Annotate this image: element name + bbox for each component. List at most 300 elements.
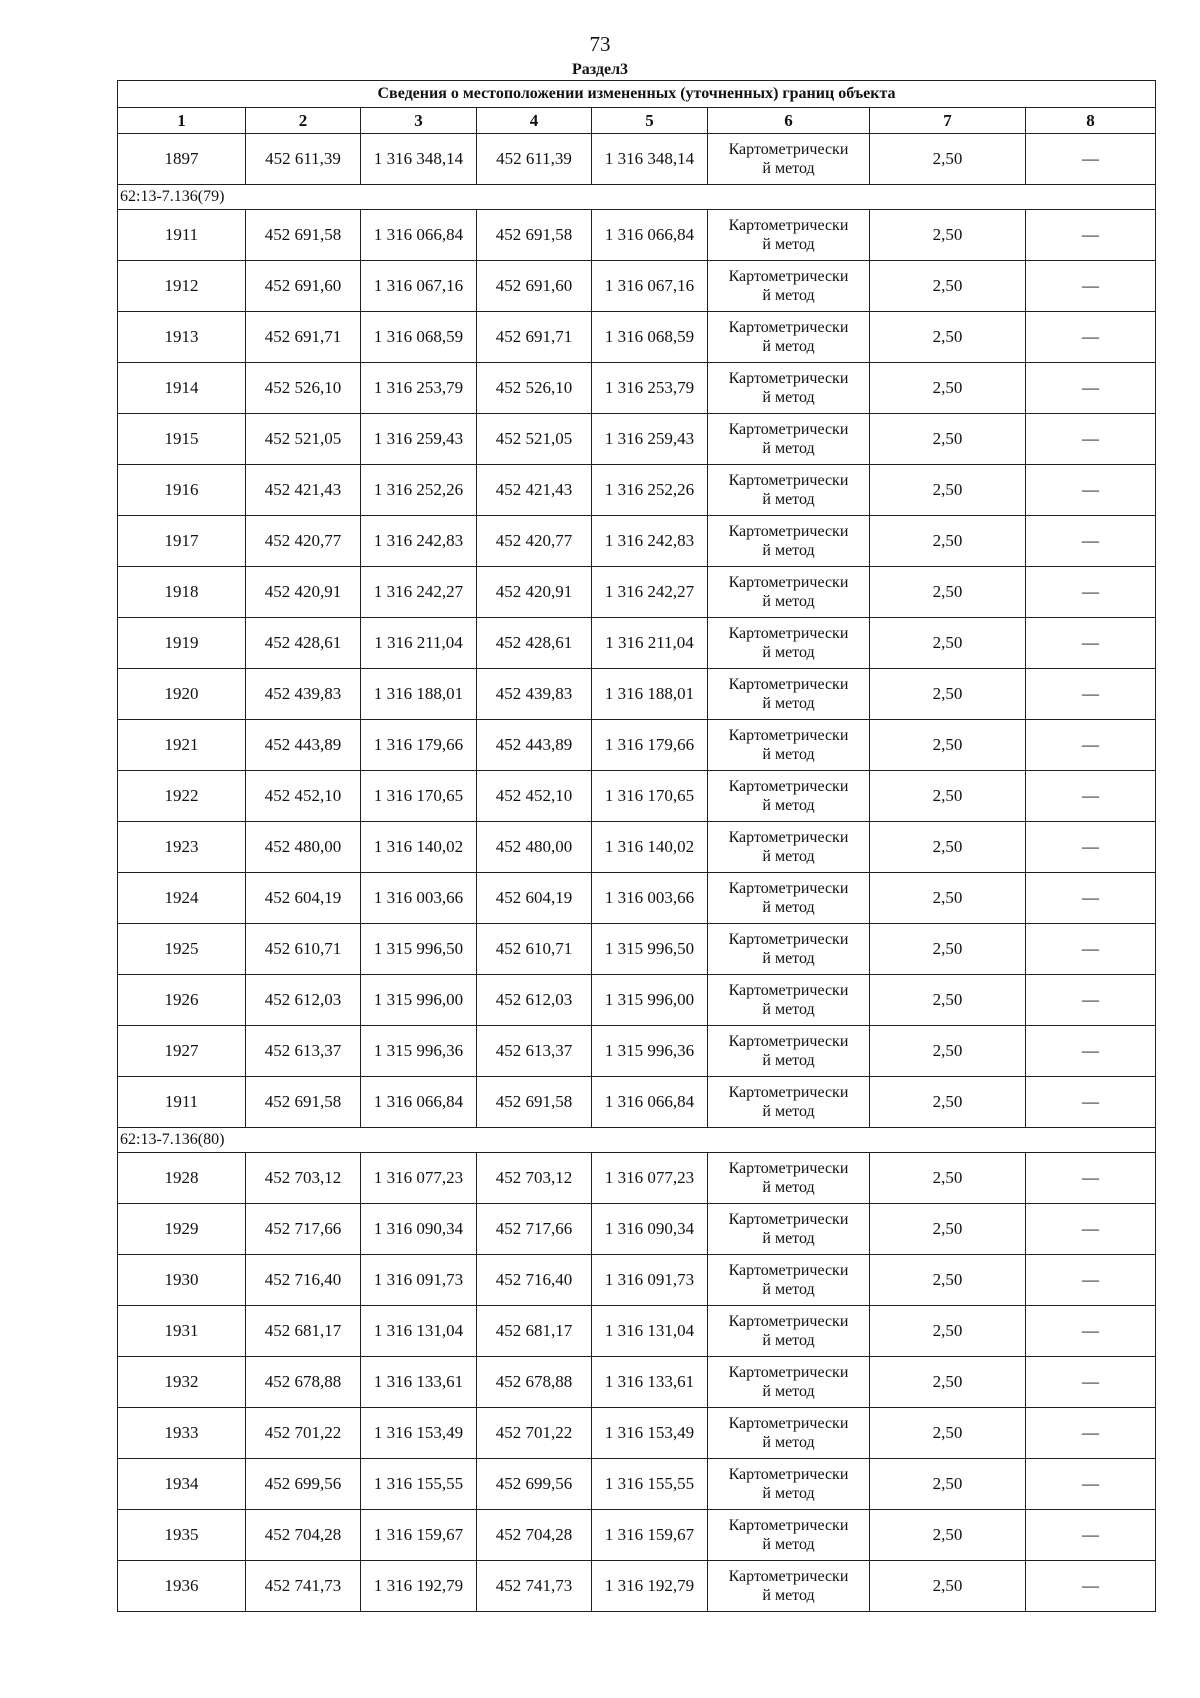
x-coordinate-new-cell: 452 420,91	[477, 567, 592, 618]
empty-value-cell: —	[1026, 618, 1156, 669]
method-cell	[708, 822, 870, 873]
method-text-line1: Картометрически	[728, 268, 849, 285]
column-number: 5	[592, 108, 708, 134]
method-text-line1: Картометрически	[728, 1364, 849, 1381]
y-coordinate-new-cell: 1 316 091,73	[592, 1255, 708, 1306]
page-number: 73	[589, 32, 611, 56]
y-coordinate-cell: 1 316 066,84	[361, 210, 477, 261]
group-header-row	[118, 1128, 1156, 1153]
method-text-line2: й метод	[762, 1587, 815, 1604]
table-row	[118, 516, 1156, 567]
method-cell	[708, 873, 870, 924]
x-coordinate-new-cell: 452 604,19	[477, 873, 592, 924]
method-text-line2: й метод	[762, 440, 815, 457]
method-text-line2: й метод	[762, 1332, 815, 1349]
method-cell	[708, 771, 870, 822]
method-cell	[708, 1026, 870, 1077]
y-coordinate-cell: 1 316 140,02	[361, 822, 477, 873]
column-number: 3	[361, 108, 477, 134]
empty-value-cell: —	[1026, 210, 1156, 261]
x-coordinate-cell: 452 717,66	[246, 1204, 361, 1255]
method-text-line2: й метод	[762, 1281, 815, 1298]
empty-value-cell: —	[1026, 1255, 1156, 1306]
column-number: 7	[870, 108, 1026, 134]
method-text-line1: Картометрически	[728, 1262, 849, 1279]
method-text-line1: Картометрически	[728, 1033, 849, 1050]
method-text-line2: й метод	[762, 1230, 815, 1247]
y-coordinate-cell: 1 316 153,49	[361, 1408, 477, 1459]
table-row	[118, 1306, 1156, 1357]
method-text-line2: й метод	[762, 1103, 815, 1120]
method-text-line1: Картометрически	[728, 931, 849, 948]
accuracy-cell: 2,50	[870, 363, 1026, 414]
method-text-line2: й метод	[762, 695, 815, 712]
y-coordinate-cell: 1 315 996,00	[361, 975, 477, 1026]
method-text-line1: Картометрически	[728, 1160, 849, 1177]
accuracy-cell: 2,50	[870, 1357, 1026, 1408]
method-text-line2: й метод	[762, 1383, 815, 1400]
accuracy-cell: 2,50	[870, 134, 1026, 185]
x-coordinate-new-cell: 452 521,05	[477, 414, 592, 465]
method-text-line1: Картометрически	[728, 1211, 849, 1228]
x-coordinate-cell: 452 691,60	[246, 261, 361, 312]
table-body	[118, 134, 1156, 1612]
method-text-line1: Картометрически	[728, 421, 849, 438]
column-number: 2	[246, 108, 361, 134]
y-coordinate-cell: 1 316 090,34	[361, 1204, 477, 1255]
point-number-cell: 1918	[118, 567, 246, 618]
point-number-cell: 1916	[118, 465, 246, 516]
x-coordinate-new-cell: 452 704,28	[477, 1510, 592, 1561]
point-number-cell: 1921	[118, 720, 246, 771]
method-text-line2: й метод	[762, 389, 815, 406]
x-coordinate-new-cell: 452 613,37	[477, 1026, 592, 1077]
method-cell	[708, 414, 870, 465]
empty-value-cell: —	[1026, 465, 1156, 516]
y-coordinate-new-cell: 1 316 170,65	[592, 771, 708, 822]
x-coordinate-cell: 452 439,83	[246, 669, 361, 720]
empty-value-cell: —	[1026, 1077, 1156, 1128]
accuracy-cell: 2,50	[870, 1561, 1026, 1612]
x-coordinate-cell: 452 420,91	[246, 567, 361, 618]
method-text-line1: Картометрически	[728, 1517, 849, 1534]
y-coordinate-new-cell: 1 316 067,16	[592, 261, 708, 312]
table-row	[118, 567, 1156, 618]
method-text-line2: й метод	[762, 160, 815, 177]
x-coordinate-new-cell: 452 526,10	[477, 363, 592, 414]
y-coordinate-cell: 1 316 192,79	[361, 1561, 477, 1612]
x-coordinate-new-cell: 452 691,60	[477, 261, 592, 312]
x-coordinate-new-cell: 452 691,71	[477, 312, 592, 363]
y-coordinate-cell: 1 316 242,83	[361, 516, 477, 567]
y-coordinate-new-cell: 1 316 188,01	[592, 669, 708, 720]
accuracy-cell: 2,50	[870, 1026, 1026, 1077]
point-number-cell: 1917	[118, 516, 246, 567]
point-number-cell: 1920	[118, 669, 246, 720]
point-number-cell: 1915	[118, 414, 246, 465]
y-coordinate-cell: 1 316 155,55	[361, 1459, 477, 1510]
method-cell	[708, 1306, 870, 1357]
x-coordinate-cell: 452 443,89	[246, 720, 361, 771]
x-coordinate-cell: 452 604,19	[246, 873, 361, 924]
empty-value-cell: —	[1026, 567, 1156, 618]
y-coordinate-new-cell: 1 315 996,36	[592, 1026, 708, 1077]
method-cell	[708, 669, 870, 720]
y-coordinate-cell: 1 316 003,66	[361, 873, 477, 924]
method-text-line1: Картометрически	[728, 472, 849, 489]
x-coordinate-cell: 452 681,17	[246, 1306, 361, 1357]
y-coordinate-new-cell: 1 315 996,00	[592, 975, 708, 1026]
x-coordinate-new-cell: 452 610,71	[477, 924, 592, 975]
y-coordinate-cell: 1 316 067,16	[361, 261, 477, 312]
point-number-cell: 1931	[118, 1306, 246, 1357]
empty-value-cell: —	[1026, 1306, 1156, 1357]
empty-value-cell: —	[1026, 1408, 1156, 1459]
point-number-cell: 1929	[118, 1204, 246, 1255]
y-coordinate-cell: 1 316 068,59	[361, 312, 477, 363]
accuracy-cell: 2,50	[870, 771, 1026, 822]
x-coordinate-new-cell: 452 678,88	[477, 1357, 592, 1408]
method-text-line2: й метод	[762, 542, 815, 559]
method-text-line2: й метод	[762, 1485, 815, 1502]
y-coordinate-cell: 1 316 091,73	[361, 1255, 477, 1306]
accuracy-cell: 2,50	[870, 720, 1026, 771]
column-number: 1	[118, 108, 246, 134]
y-coordinate-new-cell: 1 316 131,04	[592, 1306, 708, 1357]
method-cell	[708, 924, 870, 975]
point-number-cell: 1933	[118, 1408, 246, 1459]
method-cell	[708, 1077, 870, 1128]
method-text-line1: Картометрически	[728, 778, 849, 795]
column-number: 4	[477, 108, 592, 134]
point-number-cell: 1897	[118, 134, 246, 185]
y-coordinate-new-cell: 1 316 066,84	[592, 210, 708, 261]
point-number-cell: 1914	[118, 363, 246, 414]
method-text-line1: Картометрически	[728, 523, 849, 540]
empty-value-cell: —	[1026, 1459, 1156, 1510]
x-coordinate-cell: 452 699,56	[246, 1459, 361, 1510]
empty-value-cell: —	[1026, 669, 1156, 720]
y-coordinate-new-cell: 1 316 242,27	[592, 567, 708, 618]
method-text-line2: й метод	[762, 848, 815, 865]
group-label: 62:13-7.136(80)	[118, 1128, 1156, 1153]
method-cell	[708, 1561, 870, 1612]
y-coordinate-new-cell: 1 316 242,83	[592, 516, 708, 567]
accuracy-cell: 2,50	[870, 516, 1026, 567]
y-coordinate-cell: 1 316 242,27	[361, 567, 477, 618]
x-coordinate-new-cell: 452 443,89	[477, 720, 592, 771]
table-row	[118, 975, 1156, 1026]
x-coordinate-cell: 452 691,58	[246, 210, 361, 261]
table-caption: Сведения о местоположении измененных (уточненных) границ объекта	[118, 81, 1156, 108]
x-coordinate-new-cell: 452 420,77	[477, 516, 592, 567]
y-coordinate-cell: 1 315 996,50	[361, 924, 477, 975]
point-number-cell: 1912	[118, 261, 246, 312]
y-coordinate-new-cell: 1 315 996,50	[592, 924, 708, 975]
empty-value-cell: —	[1026, 1153, 1156, 1204]
table-row	[118, 924, 1156, 975]
method-text-line2: й метод	[762, 797, 815, 814]
y-coordinate-new-cell: 1 316 211,04	[592, 618, 708, 669]
x-coordinate-cell: 452 741,73	[246, 1561, 361, 1612]
accuracy-cell: 2,50	[870, 1459, 1026, 1510]
y-coordinate-new-cell: 1 316 077,23	[592, 1153, 708, 1204]
table-row	[118, 771, 1156, 822]
method-cell	[708, 720, 870, 771]
method-text-line2: й метод	[762, 1052, 815, 1069]
point-number-cell: 1936	[118, 1561, 246, 1612]
method-text-line2: й метод	[762, 287, 815, 304]
method-text-line1: Картометрически	[728, 1084, 849, 1101]
x-coordinate-cell: 452 691,71	[246, 312, 361, 363]
method-text-line2: й метод	[762, 1434, 815, 1451]
method-cell	[708, 1357, 870, 1408]
accuracy-cell: 2,50	[870, 210, 1026, 261]
method-text-line2: й метод	[762, 1179, 815, 1196]
y-coordinate-new-cell: 1 316 133,61	[592, 1357, 708, 1408]
empty-value-cell: —	[1026, 873, 1156, 924]
x-coordinate-new-cell: 452 717,66	[477, 1204, 592, 1255]
empty-value-cell: —	[1026, 516, 1156, 567]
empty-value-cell: —	[1026, 363, 1156, 414]
method-text-line1: Картометрически	[728, 1568, 849, 1585]
method-text-line1: Картометрически	[728, 141, 849, 158]
accuracy-cell: 2,50	[870, 312, 1026, 363]
y-coordinate-new-cell: 1 316 090,34	[592, 1204, 708, 1255]
method-text-line1: Картометрически	[728, 319, 849, 336]
x-coordinate-cell: 452 421,43	[246, 465, 361, 516]
y-coordinate-new-cell: 1 316 348,14	[592, 134, 708, 185]
group-label: 62:13-7.136(79)	[118, 185, 1156, 210]
method-cell	[708, 567, 870, 618]
point-number-cell: 1922	[118, 771, 246, 822]
point-number-cell: 1919	[118, 618, 246, 669]
method-cell	[708, 1255, 870, 1306]
point-number-cell: 1913	[118, 312, 246, 363]
x-coordinate-cell: 452 716,40	[246, 1255, 361, 1306]
point-number-cell: 1911	[118, 1077, 246, 1128]
empty-value-cell: —	[1026, 1357, 1156, 1408]
y-coordinate-new-cell: 1 316 066,84	[592, 1077, 708, 1128]
y-coordinate-new-cell: 1 316 259,43	[592, 414, 708, 465]
method-text-line2: й метод	[762, 491, 815, 508]
method-text-line1: Картометрически	[728, 1466, 849, 1483]
table-row	[118, 465, 1156, 516]
method-cell	[708, 1459, 870, 1510]
method-cell	[708, 261, 870, 312]
empty-value-cell: —	[1026, 1026, 1156, 1077]
method-cell	[708, 1204, 870, 1255]
empty-value-cell: —	[1026, 134, 1156, 185]
column-number-row	[118, 108, 1156, 134]
method-text-line2: й метод	[762, 236, 815, 253]
method-text-line2: й метод	[762, 338, 815, 355]
x-coordinate-new-cell: 452 452,10	[477, 771, 592, 822]
x-coordinate-new-cell: 452 428,61	[477, 618, 592, 669]
point-number-cell: 1927	[118, 1026, 246, 1077]
table-row	[118, 1255, 1156, 1306]
table-row	[118, 134, 1156, 185]
y-coordinate-cell: 1 316 077,23	[361, 1153, 477, 1204]
method-text-line1: Картометрически	[728, 217, 849, 234]
table-row	[118, 363, 1156, 414]
empty-value-cell: —	[1026, 1561, 1156, 1612]
x-coordinate-new-cell: 452 741,73	[477, 1561, 592, 1612]
accuracy-cell: 2,50	[870, 924, 1026, 975]
x-coordinate-new-cell: 452 421,43	[477, 465, 592, 516]
x-coordinate-cell: 452 691,58	[246, 1077, 361, 1128]
method-cell	[708, 465, 870, 516]
table-row	[118, 1077, 1156, 1128]
point-number-cell: 1924	[118, 873, 246, 924]
empty-value-cell: —	[1026, 312, 1156, 363]
column-number: 6	[708, 108, 870, 134]
accuracy-cell: 2,50	[870, 669, 1026, 720]
accuracy-cell: 2,50	[870, 261, 1026, 312]
point-number-cell: 1926	[118, 975, 246, 1026]
method-text-line2: й метод	[762, 593, 815, 610]
x-coordinate-new-cell: 452 703,12	[477, 1153, 592, 1204]
y-coordinate-cell: 1 316 259,43	[361, 414, 477, 465]
point-number-cell: 1928	[118, 1153, 246, 1204]
method-cell	[708, 1153, 870, 1204]
y-coordinate-cell: 1 316 131,04	[361, 1306, 477, 1357]
point-number-cell: 1911	[118, 210, 246, 261]
method-text-line2: й метод	[762, 899, 815, 916]
accuracy-cell: 2,50	[870, 1153, 1026, 1204]
empty-value-cell: —	[1026, 771, 1156, 822]
table-row	[118, 1510, 1156, 1561]
y-coordinate-new-cell: 1 316 159,67	[592, 1510, 708, 1561]
method-cell	[708, 134, 870, 185]
y-coordinate-new-cell: 1 316 155,55	[592, 1459, 708, 1510]
x-coordinate-cell: 452 612,03	[246, 975, 361, 1026]
y-coordinate-cell: 1 316 066,84	[361, 1077, 477, 1128]
accuracy-cell: 2,50	[870, 873, 1026, 924]
accuracy-cell: 2,50	[870, 1408, 1026, 1459]
accuracy-cell: 2,50	[870, 1510, 1026, 1561]
method-text-line1: Картометрически	[728, 1415, 849, 1432]
method-text-line2: й метод	[762, 1536, 815, 1553]
point-number-cell: 1923	[118, 822, 246, 873]
method-text-line1: Картометрически	[728, 982, 849, 999]
accuracy-cell: 2,50	[870, 465, 1026, 516]
method-text-line1: Картометрически	[728, 370, 849, 387]
y-coordinate-new-cell: 1 316 153,49	[592, 1408, 708, 1459]
point-number-cell: 1935	[118, 1510, 246, 1561]
table-row	[118, 312, 1156, 363]
empty-value-cell: —	[1026, 975, 1156, 1026]
x-coordinate-cell: 452 678,88	[246, 1357, 361, 1408]
table-row	[118, 873, 1156, 924]
y-coordinate-cell: 1 316 159,67	[361, 1510, 477, 1561]
x-coordinate-cell: 452 452,10	[246, 771, 361, 822]
empty-value-cell: —	[1026, 720, 1156, 771]
table-row	[118, 414, 1156, 465]
y-coordinate-cell: 1 316 188,01	[361, 669, 477, 720]
method-text-line1: Картометрически	[728, 574, 849, 591]
table-row	[118, 1026, 1156, 1077]
method-text-line1: Картометрически	[728, 829, 849, 846]
y-coordinate-cell: 1 316 348,14	[361, 134, 477, 185]
method-text-line2: й метод	[762, 950, 815, 967]
method-cell	[708, 210, 870, 261]
table-row	[118, 1408, 1156, 1459]
accuracy-cell: 2,50	[870, 822, 1026, 873]
accuracy-cell: 2,50	[870, 618, 1026, 669]
table-row	[118, 261, 1156, 312]
method-cell	[708, 1408, 870, 1459]
accuracy-cell: 2,50	[870, 1204, 1026, 1255]
table-row	[118, 669, 1156, 720]
empty-value-cell: —	[1026, 924, 1156, 975]
x-coordinate-cell: 452 428,61	[246, 618, 361, 669]
y-coordinate-new-cell: 1 316 252,26	[592, 465, 708, 516]
x-coordinate-cell: 452 703,12	[246, 1153, 361, 1204]
x-coordinate-new-cell: 452 716,40	[477, 1255, 592, 1306]
point-number-cell: 1925	[118, 924, 246, 975]
accuracy-cell: 2,50	[870, 567, 1026, 618]
y-coordinate-cell: 1 316 133,61	[361, 1357, 477, 1408]
y-coordinate-new-cell: 1 316 192,79	[592, 1561, 708, 1612]
empty-value-cell: —	[1026, 822, 1156, 873]
method-cell	[708, 363, 870, 414]
table-row	[118, 1459, 1156, 1510]
point-number-cell: 1934	[118, 1459, 246, 1510]
y-coordinate-new-cell: 1 316 253,79	[592, 363, 708, 414]
x-coordinate-new-cell: 452 612,03	[477, 975, 592, 1026]
method-text-line1: Картометрически	[728, 880, 849, 897]
method-cell	[708, 975, 870, 1026]
x-coordinate-cell: 452 701,22	[246, 1408, 361, 1459]
y-coordinate-cell: 1 316 253,79	[361, 363, 477, 414]
x-coordinate-new-cell: 452 439,83	[477, 669, 592, 720]
y-coordinate-new-cell: 1 316 140,02	[592, 822, 708, 873]
x-coordinate-cell: 452 526,10	[246, 363, 361, 414]
y-coordinate-new-cell: 1 316 003,66	[592, 873, 708, 924]
method-cell	[708, 312, 870, 363]
method-text-line2: й метод	[762, 746, 815, 763]
table-row	[118, 618, 1156, 669]
column-number: 8	[1026, 108, 1156, 134]
y-coordinate-cell: 1 316 252,26	[361, 465, 477, 516]
point-number-cell: 1932	[118, 1357, 246, 1408]
point-number-cell: 1930	[118, 1255, 246, 1306]
accuracy-cell: 2,50	[870, 1077, 1026, 1128]
accuracy-cell: 2,50	[870, 1306, 1026, 1357]
group-header-row	[118, 185, 1156, 210]
y-coordinate-cell: 1 316 179,66	[361, 720, 477, 771]
x-coordinate-new-cell: 452 480,00	[477, 822, 592, 873]
accuracy-cell: 2,50	[870, 975, 1026, 1026]
method-text-line1: Картометрически	[728, 727, 849, 744]
method-cell	[708, 1510, 870, 1561]
method-text-line2: й метод	[762, 1001, 815, 1018]
boundary-coordinates-table	[117, 80, 1156, 1612]
table-row	[118, 1561, 1156, 1612]
x-coordinate-new-cell: 452 681,17	[477, 1306, 592, 1357]
x-coordinate-cell: 452 613,37	[246, 1026, 361, 1077]
x-coordinate-cell: 452 611,39	[246, 134, 361, 185]
table-row	[118, 720, 1156, 771]
x-coordinate-cell: 452 521,05	[246, 414, 361, 465]
method-cell	[708, 516, 870, 567]
empty-value-cell: —	[1026, 414, 1156, 465]
method-cell	[708, 618, 870, 669]
x-coordinate-new-cell: 452 699,56	[477, 1459, 592, 1510]
method-text-line1: Картометрически	[728, 1313, 849, 1330]
empty-value-cell: —	[1026, 1510, 1156, 1561]
